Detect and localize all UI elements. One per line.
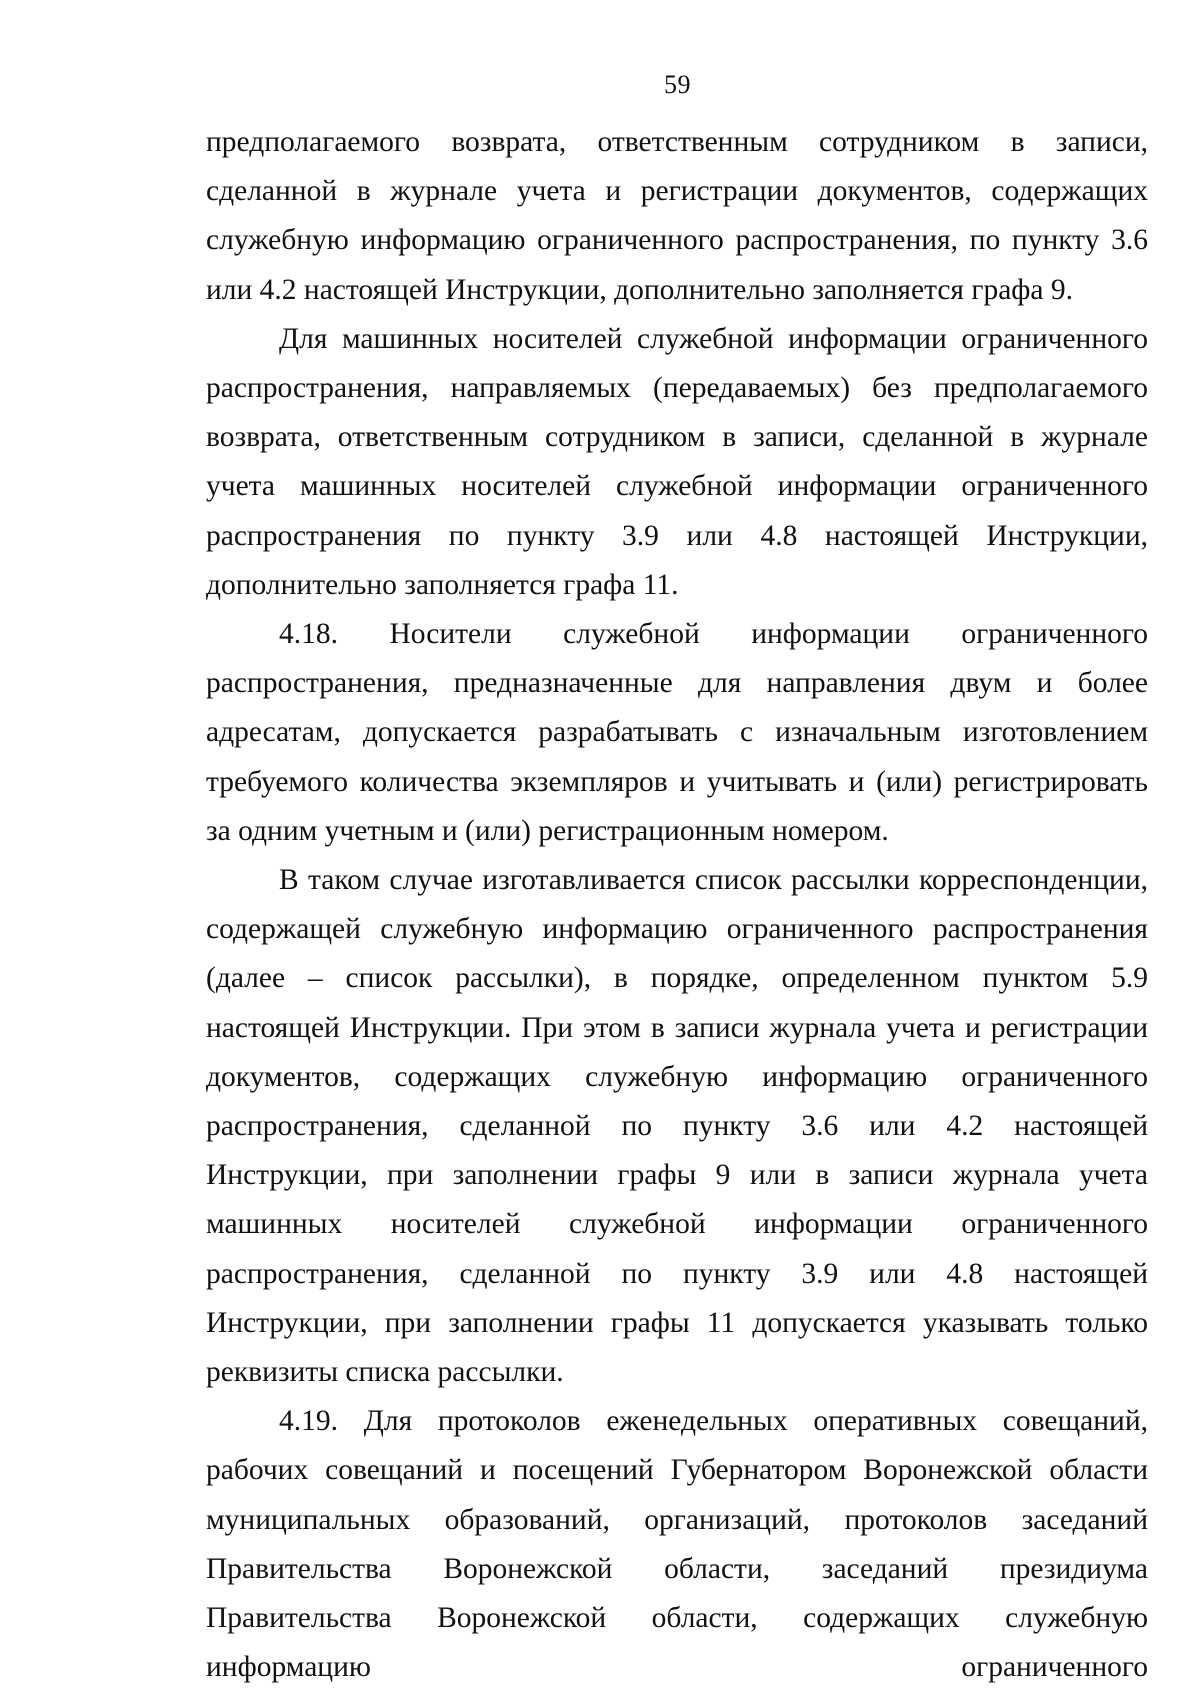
document-body: [206, 118, 1148, 1693]
page-number: 59: [664, 70, 691, 99]
paragraph-distribution-list: В таком случае изготавливается список рассылки корреспонденции, содержащей служебную информацию ограниченного распространения (далее – список рассылки), в порядке, определенном пунктом 5.9 настоящей Инструкции. При этом в записи журнала учета и регистрации документов, содержащих служебную информацию ограниченного распространения, сделанной по пункту 3.6 или 4.2 настоящей Инструкции, при заполнении графы 9 или в записи журнала учета машинных носителей служебной информации ограниченного распространения, сделанной по пункту 3.9 или 4.8 настоящей Инструкции, при заполнении графы 11 допускается указывать только реквизиты списка рассылки.: [206, 864, 1148, 1389]
paragraph-4-19: 4.19. Для протоколов еженедельных оперативных совещаний, рабочих совещаний и посещений Губернатором Воронежской области муниципальных образований, организаций, протоколов заседаний Правительства Воронежской области, заседаний президиума Правительства Воронежской области, содержащих служебную информацию ограниченного: [206, 1405, 1148, 1684]
paragraph-continuation: предполагаемого возврата, ответственным сотрудником в записи, сделанной в журнале учета и регистрации документов, содержащих служебную информацию ограниченного распространения, по пункту 3.6 или 4.2 настоящей Инструкции, дополнительно заполняется графа 9.: [206, 126, 1148, 306]
paragraph-machine-media: Для машинных носителей служебной информации ограниченного распространения, направляемых (передаваемых) без предполагаемого возврата, ответственным сотрудником в записи, сделанной в журнале учета машинных носителей служебной информации ограниченного распространения по пункту 3.9 или 4.8 настоящей Инструкции, дополнительно заполняется графа 11.: [206, 322, 1148, 601]
paragraph-4-18: 4.18. Носители служебной информации ограниченного распространения, предназначенные для направления двум и более адресатам, допускается разрабатывать с изначальным изготовлением требуемого количества экземпляров и учитывать и (или) регистрировать за одним учетным и (или) регистрационным номером.: [206, 618, 1148, 847]
